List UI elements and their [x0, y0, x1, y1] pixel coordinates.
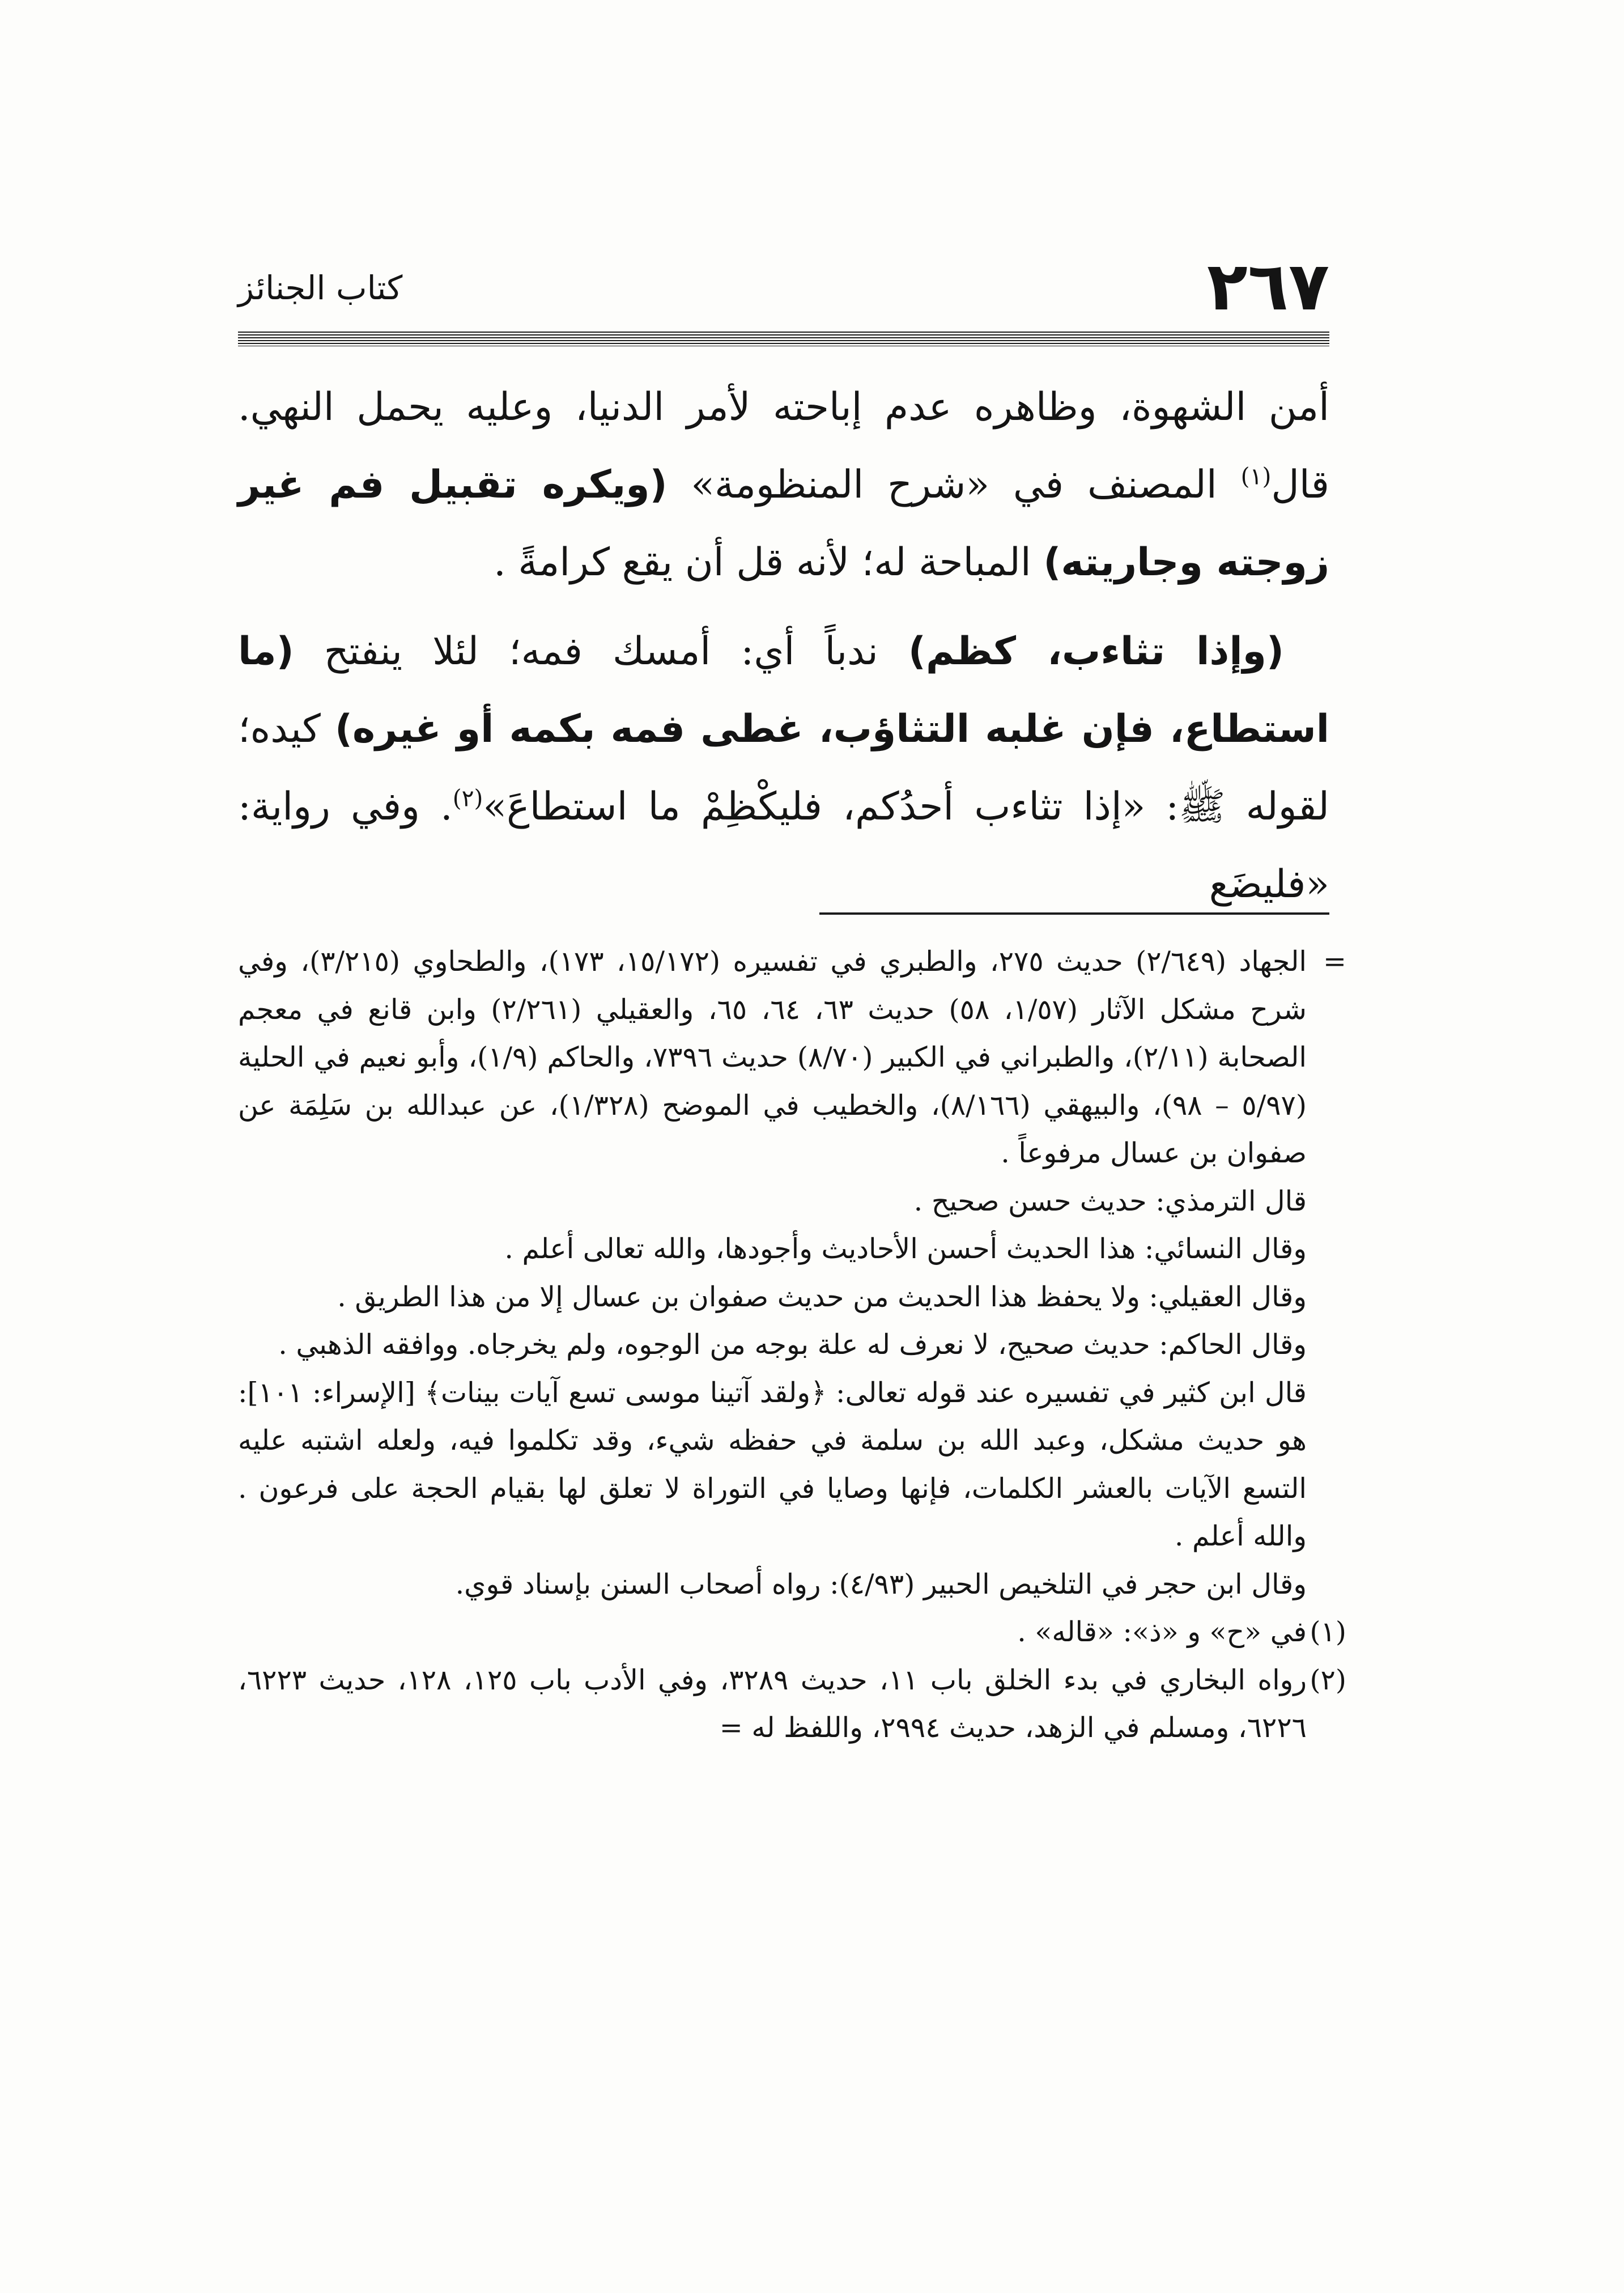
main-text-run: المباحة له؛ لأنه قل أن يقع كرامةً .	[494, 540, 1044, 585]
footnote-body: رواه البخاري في بدء الخلق باب ١١، حديث ٣٢٨٩، وفي الأدب باب ١٢٥، ١٢٨، حديث ٦٢٢٣، ٦٢٢٦، ومسلم في الزهد، حديث ٢٩٩٤، واللفظ له =	[238, 1663, 1307, 1744]
header-rule	[238, 332, 1329, 346]
matn-bold-text: (وإذا تثاءب، كظم)	[908, 629, 1284, 674]
footnote-line: وقال الحاكم: حديث صحيح، لا نعرف له علة بوجه من الوجوه، ولم يخرجاه. ووافقه الذهبي .	[278, 1328, 1307, 1361]
page-number: ٢٦٧	[1206, 247, 1329, 325]
footnote-body: في «ح» و «ذ»: «قاله» .	[1017, 1616, 1307, 1648]
footnote-line: وقال ابن حجر في التلخيص الحبير (٤/٩٣): رواه أصحاب السنن بإسناد قوي.	[455, 1568, 1307, 1600]
matn-bold-text: (ما استطاع، فإن غلبه التثاؤب، غطى فمه بكمه أو غيره)	[238, 629, 1329, 751]
footnote-reference-1[interactable]: (١)	[1240, 462, 1272, 490]
footnote-2	[238, 1657, 1346, 1752]
footnote-line: قال ابن كثير في تفسيره عند قوله تعالى: ﴿ولقد آتينا موسى تسع آيات بينات﴾ [الإسراء: ١٠١]: هو حديث مشكل، وعبد الله بن سلمة في حفظه شيء، وقد تكلموا فيه، ولعله اشتبه عليه التسع الآيات بالعشر الكلمات، فإنها وصايا في التوراة لا تعلق لها بقيام الحجة على فرعون . والله أعلم .	[238, 1376, 1307, 1552]
main-text-run: . وفي رواية: «فليضَع	[238, 784, 1329, 907]
footnote-line: قال الترمذي: حديث حسن صحيح .	[913, 1184, 1307, 1217]
footnote-line: وقال العقيلي: ولا يحفظ هذا الحديث من حديث صفوان بن عسال إلا من هذا الطريق .	[337, 1280, 1307, 1313]
footnote-line: وقال النسائي: هذا الحديث أحسن الأحاديث وأجودها، والله تعالى أعلم .	[504, 1233, 1307, 1265]
footnote-marker: =	[1323, 945, 1346, 978]
main-paragraph-2	[238, 613, 1329, 923]
main-paragraph-1	[238, 368, 1329, 601]
footnotes-section	[238, 938, 1346, 1752]
footnote-separator	[819, 912, 1329, 915]
main-text-run: ندباً أي: أمسك فمه؛ لئلا ينفتح	[294, 629, 908, 674]
running-header	[238, 244, 1329, 329]
footnote-reference-2[interactable]: (٢)	[452, 784, 483, 812]
footnote-line: الجهاد (٢/٦٤٩) حديث ٢٧٥، والطبري في تفسيره (١٥/١٧٢، ١٧٣)، والطحاوي (٣/٢١٥)، وفي شرح مشكل الآثار (١/٥٧، ٥٨) حديث ٦٣، ٦٤، ٦٥، والعقيلي (٢/٢٦١) وابن قانع في معجم الصحابة (٢/١١)، والطبراني في الكبير (٨/٧٠) حديث ٧٣٩٦، والحاكم (١/٩)، وأبو نعيم في الحلية (٥/٩٧ – ٩٨)، والبيهقي (٨/١٦٦)، والخطيب في الموضح (١/٣٢٨)، عن عبدالله بن سَلِمَة عن صفوان بن عسال مرفوعاً .	[238, 945, 1307, 1169]
footnote-marker: (١)	[1310, 1616, 1346, 1648]
footnote-marker: (٢)	[1310, 1663, 1346, 1696]
footnote-1	[238, 1608, 1346, 1657]
footnote-body	[238, 938, 1307, 1608]
main-text-run: المصنف في «شرح المنظومة»	[667, 462, 1241, 507]
matn-bold-text: (ويكره تقبيل فم غير زوجته وجاريته)	[238, 462, 1329, 585]
main-text-run: كيده؛ لقوله ﷺ: «إذا تثاءب أحدُكم، فليكْظِمْ ما استطاعَ»	[238, 707, 1329, 829]
footnote-continuation	[238, 938, 1346, 1608]
main-text-run: أمن الشهوة، وظاهره عدم إباحته لأمر الدنيا، وعليه يحمل النهي. قال	[238, 385, 1329, 507]
main-text	[238, 368, 1329, 923]
book-title: كتاب الجنائز	[238, 269, 403, 307]
